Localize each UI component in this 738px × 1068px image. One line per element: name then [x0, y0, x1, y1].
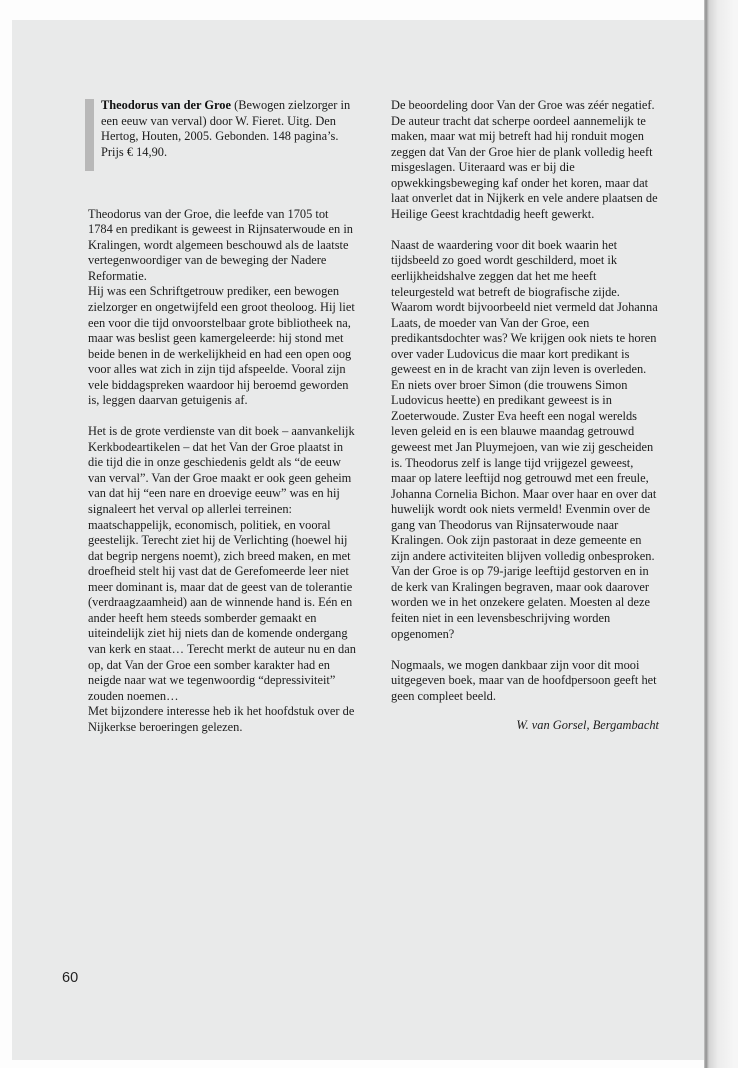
book-title: Theodorus van der Groe: [101, 98, 231, 112]
paragraph: Theodorus van der Groe, die leefde van 1705 tot 1784 en predikant is geweest in Rijnsaterwoude en in Kralingen, wordt algemeen beschouwd als de laatste vertegenwoordiger van de beweging der Nadere Reformatie.: [88, 206, 353, 283]
paragraph: Naast de waardering voor dit boek waarin het tijdsbeeld zo goed wordt geschilderd, moet ik eerlijkheidshalve zeggen dat het me heeft teleurgesteld wat betreft de biografische zijde. Waarom wordt bijvoorbeeld niet vermeld dat Johanna Laats, de moeder van Van der Groe, een predikantsdochter was? We krijgen ook niets te horen over vader Ludovicus die maar kort predikant is geweest en in de kracht van zijn leven is overleden. En niets over broer Simon (die trouwens Simon Ludovicus heette) en predikant geweest is in Zoeterwoude. Zuster Eva heeft een nogal werelds leven geleid en is een blauwe maandag getrouwd geweest met Jan Pluymejoen, van wie zij gescheiden is. Theodorus zelf is lange tijd vrijgezel geweest, maar op latere leeftijd nog getrouwd met een freule, Johanna Cornelia Bichon. Maar over haar en over dat huwelijk wordt ook niets vermeld! Evenmin over de gang van Theodorus van Rijnsaterwoude naar Kralingen. Ook zijn pastoraat in deze gemeente en zijn andere activiteiten blijven volledig onbesproken. Van der Groe is op 79-jarige leeftijd gestorven en in de kerk van Kralingen begraven, maar ook daarover worden we in het onzekere gelaten. Moesten al deze feiten niet in een levensbeschrijving worden opgenomen?: [391, 237, 658, 641]
paragraph: Hij was een Schriftgetrouw prediker, een bewogen zielzorger en ongetwijfeld een groot theoloog. Hij liet een voor die tijd onvoorstelbaar grote bibliotheek na, maar was beslist geen kamergeleerde: hij stond met beide benen in de werkelijkheid en had een open oog voor alles wat zich in zijn tijd afspeelde. Vooral zijn vele biddagspreken waardoor hij beroemd geworden is, leggen daarvan getuigenis af.: [88, 284, 355, 408]
book-spine: [704, 0, 738, 1068]
book-details: (Bewogen zielzorger in een eeuw van verval) door W. Fieret. Uitg. Den Hertog, Houten, 2005. Gebonden. 148 pagina’s. Prijs € 14,90.: [101, 98, 351, 159]
left-column: [88, 98, 356, 735]
paragraph: Nogmaals, we mogen dankbaar zijn voor dit mooi uitgegeven boek, maar van de hoofdpersoon geeft het geen compleet beeld.: [391, 657, 657, 703]
paragraph: De beoordeling door Van der Groe was zéér negatief. De auteur tracht dat scherpe oordeel aannemelijk te maken, maar wat mij betreft had hij ronduit mogen zeggen dat Van der Groe hier de plank volledig heeft misgeslagen. Uiteraard was er bij die opwekkingsbeweging kaf onder het koren, maar dat laat onverlet dat in Nijkerk en vele andere plaatsen de Heilige Geest krachtdadig heeft gewerkt.: [391, 98, 658, 221]
review-heading: [101, 98, 356, 160]
author-signature: W. van Gorsel, Bergambacht: [516, 718, 659, 733]
review-header: [88, 98, 356, 160]
paragraph: Het is de grote verdienste van dit boek – aanvankelijk Kerkbodeartikelen – dat het Van der Groe plaatst in die tijd die in onze geschiedenis geldt als “de eeuw van verval”. Van der Groe maakt er ook geen geheim van dat hij “een nare en droevige eeuw” was en hij signaleert het verval op allerlei terreinen: maatschappelijk, economisch, politiek, en vooral geestelijk. Terecht ziet hij de Verlichting (hoewel hij dat begrip nergens noemt), zich breed maken, en met droefheid stelt hij vast dat de Gerefomeerde leer niet meer dominant is, maar dat de geest van de tolerantie (verdraagzaamheid) aan de winnende hand is. Eén en ander heeft hem steeds somberder gemaakt en uiteindelijk ziet hij niets dan de komende ondergang van kerk en staat… Terecht merkt de auteur nu en dan op, dat Van der Groe een somber karakter had en neigde naar wat we tegenwoordig “depressiviteit” zouden noemen…: [88, 424, 356, 703]
right-column: [391, 98, 659, 734]
header-bar: [85, 99, 94, 171]
paragraph: Met bijzondere interesse heb ik het hoofdstuk over de Nijkerkse beroeringen gelezen.: [88, 704, 355, 734]
page-number: 60: [62, 970, 79, 986]
